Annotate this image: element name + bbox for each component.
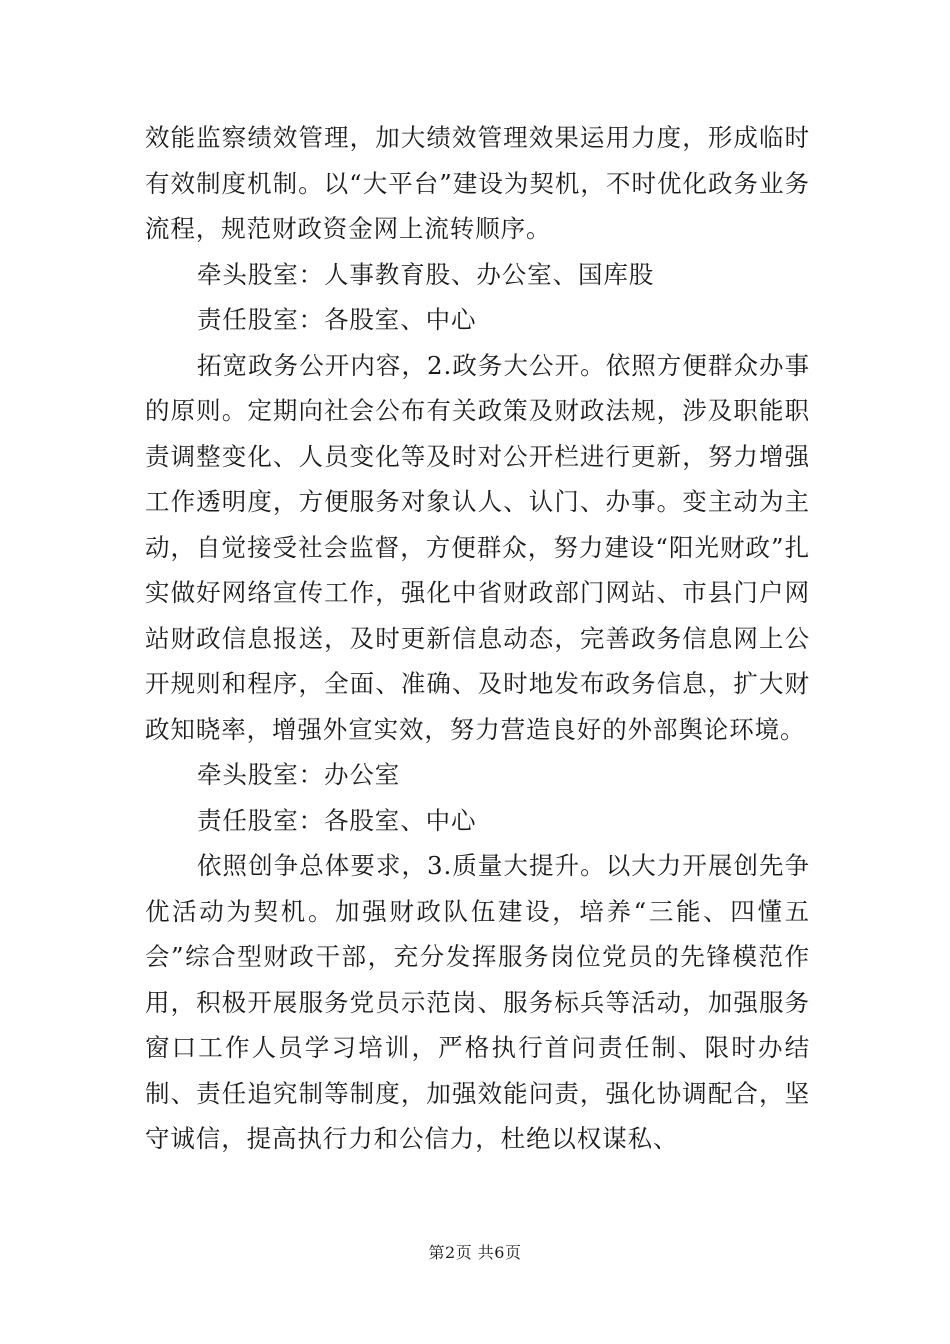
paragraph: 效能监察绩效管理，加大绩效管理效果运用力度，形成临时有效制度机制。以“大平台”建设为契机，不时优化政务业务流程，规范财政资金网上流转顺序。 (145, 123, 810, 243)
paragraph: 依照创争总体要求，3.质量大提升。以大力开展创先争优活动为契机。加强财政队伍建设，培养“三能、四懂五会”综合型财政干部，充分发挥服务岗位党员的先锋模范作用，积极开展服务党员示范岗、服务标兵等活动，加强服务窗口工作人员学习培训，严格执行首问责任制、限时办结制、责任追究制等制度，加强效能问责，强化协调配合，坚守诚信，提高执行力和公信力，杜绝以权谋私、 (145, 851, 810, 1153)
responsible-office-line: 责任股室：各股室、中心 (197, 305, 477, 334)
paragraph: 拓宽政务公开内容，2.政务大公开。依照方便群众办事的原则。定期向社会公布有关政策及财政法规，涉及职能职责调整变化、人员变化等及时对公开栏进行更新，努力增强工作透明度，方便服务对象认人、认门、办事。变主动为主动，自觉接受社会监督，方便群众，努力建设“阳光财政”扎实做好网络宣传工作，强化中省财政部门网站、市县门户网站财政信息报送，及时更新信息动态，完善政务信息网上公开规则和程序，全面、准确、及时地发布政务信息，扩大财政知晓率，增强外宣实效，努力营造良好的外部舆论环境。 (145, 350, 810, 744)
page-number-footer: 第2页 共6页 (428, 1243, 522, 1262)
document-body (145, 115, 810, 1162)
responsible-office-line: 责任股室：各股室、中心 (197, 805, 477, 835)
lead-office-line: 牵头股室：办公室 (197, 760, 401, 789)
lead-office-line: 牵头股室：人事教育股、办公室、国库股 (197, 259, 655, 289)
